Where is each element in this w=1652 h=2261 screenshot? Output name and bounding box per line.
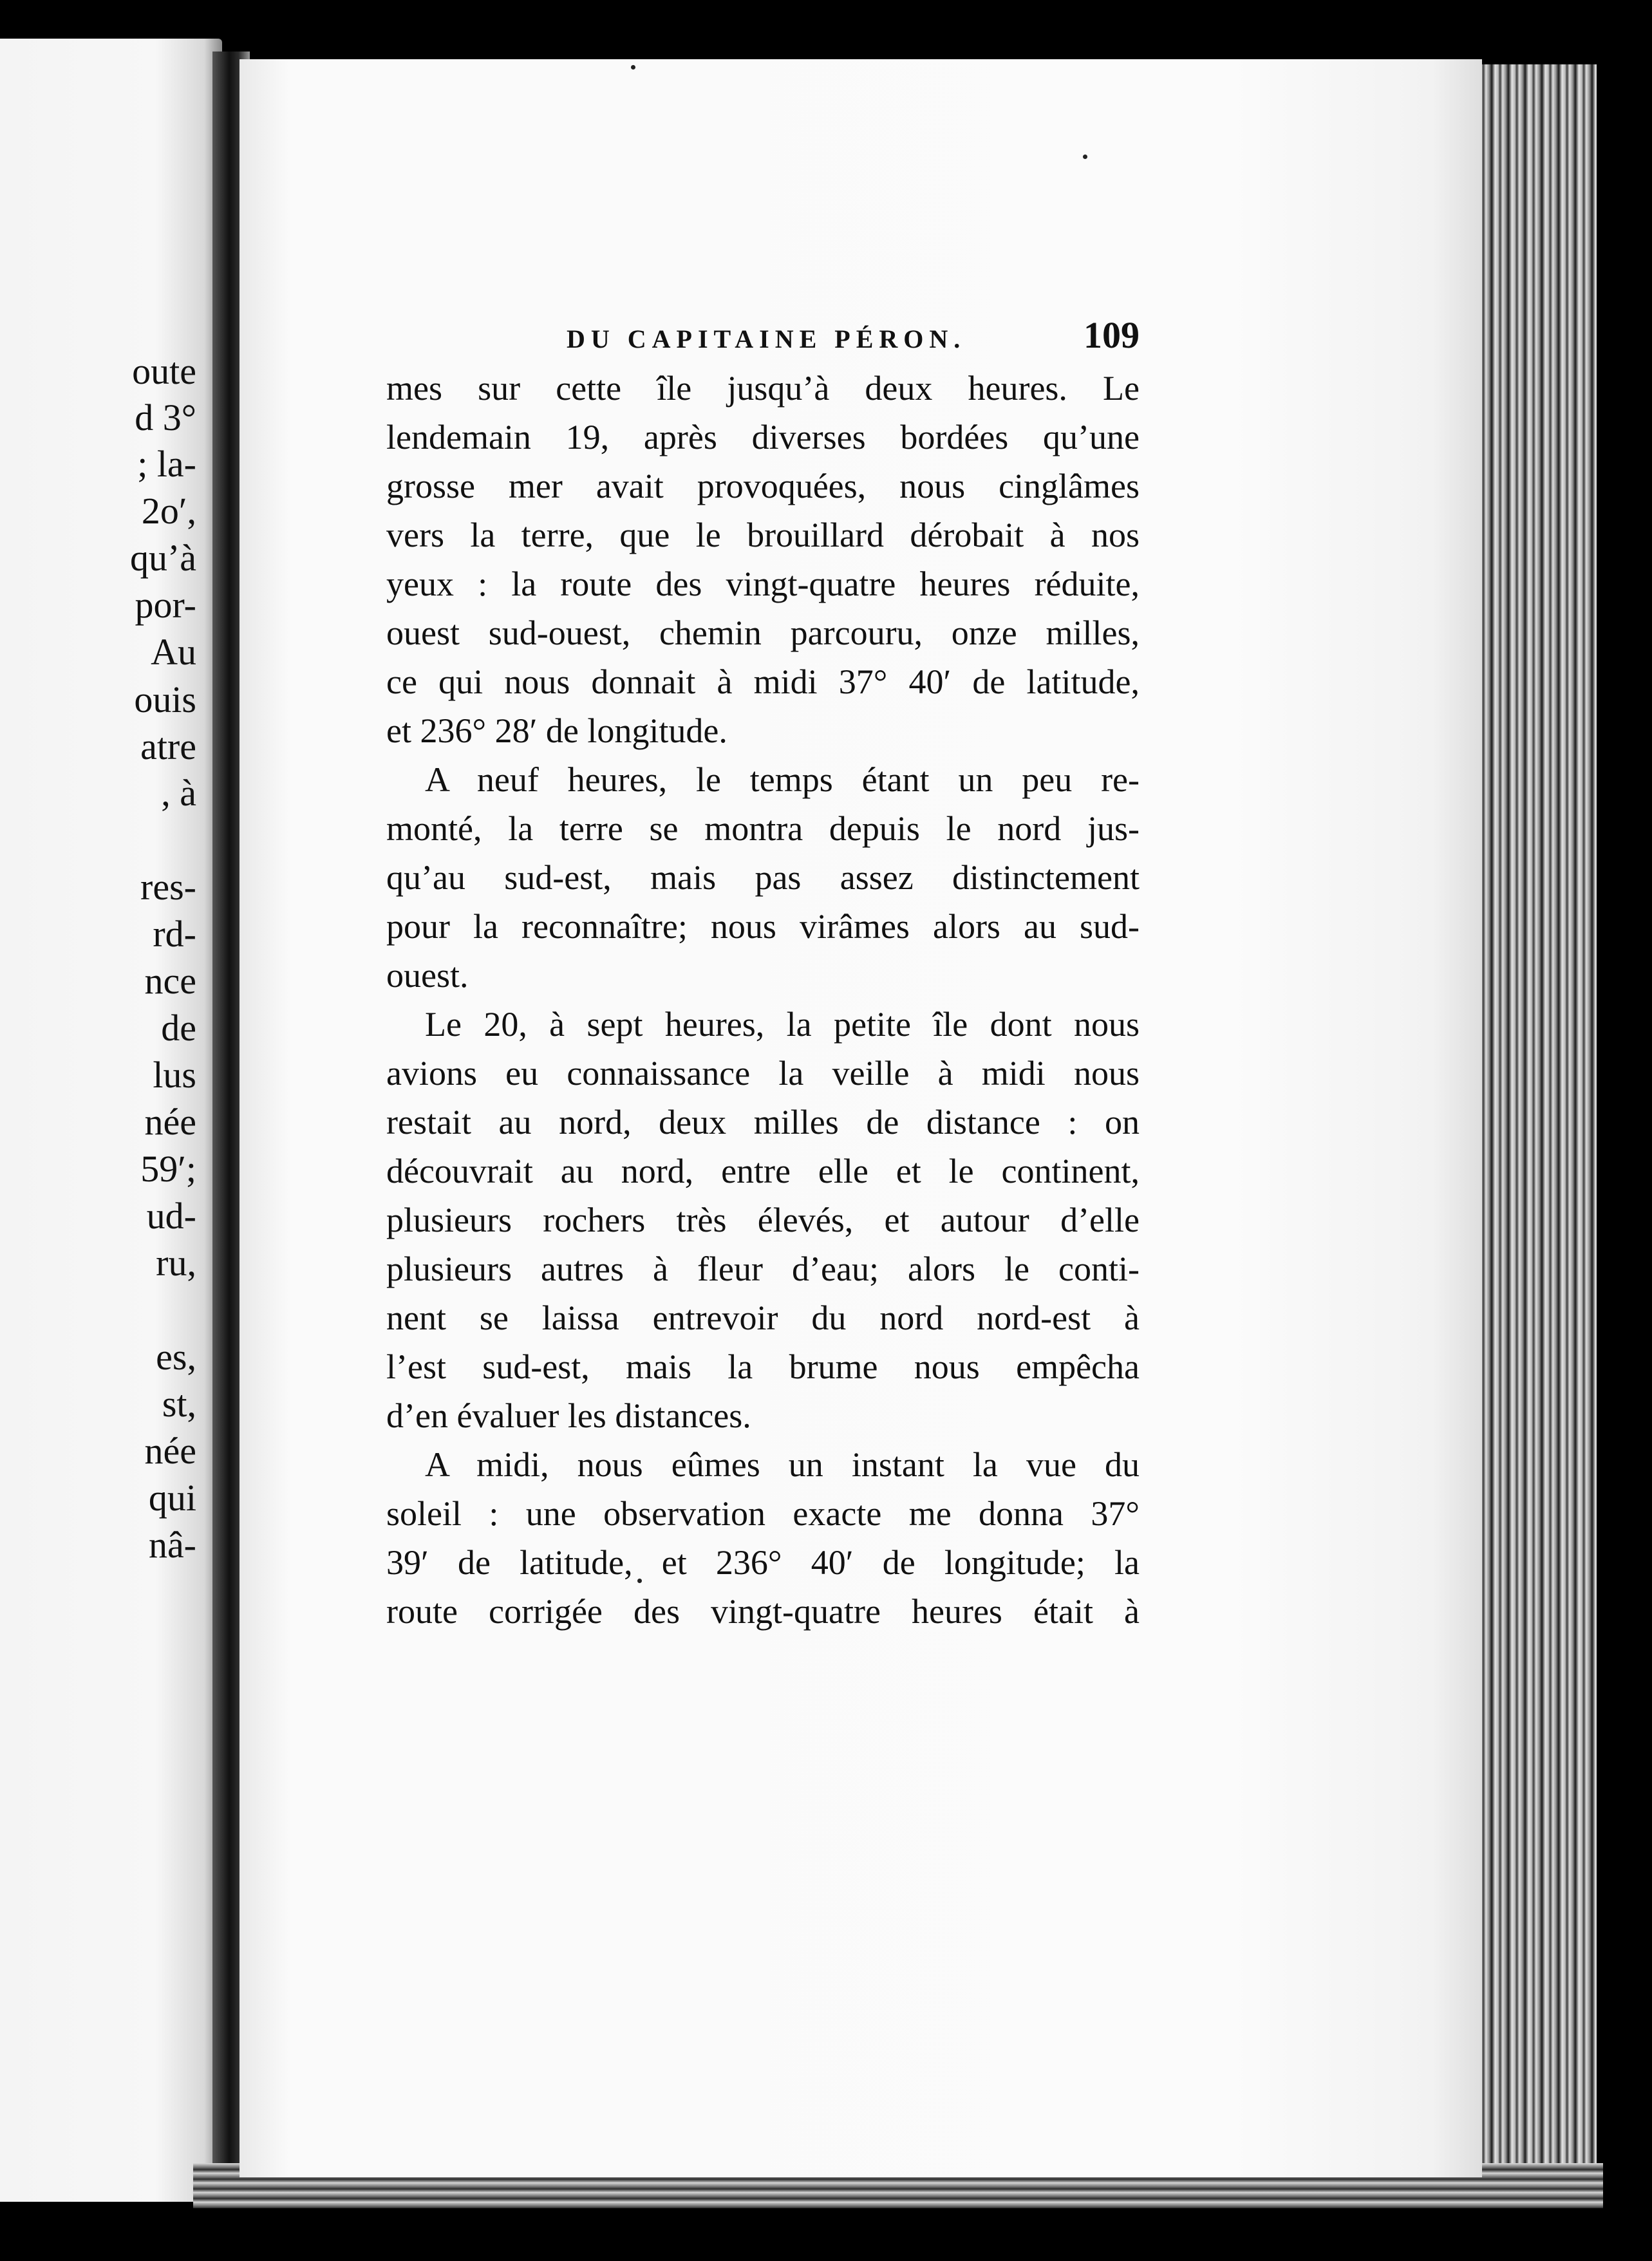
- text-line: lendemain 19, après diverses bordées qu’une: [386, 418, 1140, 456]
- left-page-fragment: qu’à: [129, 537, 196, 579]
- ink-speck: [1083, 155, 1087, 159]
- left-page-fragment: ; la-: [137, 443, 196, 485]
- left-page-fragment: de: [161, 1007, 196, 1049]
- text-line: nent se laissa entrevoir du nord nord-est à: [386, 1299, 1140, 1337]
- left-page-fragment: st,: [162, 1383, 196, 1425]
- page-number: 109: [1084, 314, 1140, 356]
- left-page-fragment: lus: [153, 1054, 196, 1096]
- left-page-fragment: rd-: [153, 913, 196, 955]
- text-line: ouest sud-ouest, chemin parcouru, onze milles,: [386, 614, 1140, 652]
- left-page-fragment: oute: [132, 350, 196, 392]
- text-line: soleil : une observation exacte me donna 37°: [386, 1494, 1140, 1533]
- left-page-fragment: née: [144, 1101, 196, 1143]
- text-line: 39′ de latitude, et 236° 40′ de longitude; la: [386, 1543, 1140, 1582]
- text-line: d’en évaluer les distances.: [386, 1396, 751, 1435]
- text-line: avions eu connaissance la veille à midi nous: [386, 1054, 1140, 1093]
- text-line: vers la terre, que le brouillard dérobait à nos: [386, 516, 1140, 554]
- left-page-fragment: nce: [144, 960, 196, 1002]
- text-line: et 236° 28′ de longitude.: [386, 711, 727, 750]
- text-line: A midi, nous eûmes un instant la vue du: [425, 1445, 1140, 1484]
- left-page-fragment: ru,: [156, 1242, 196, 1284]
- left-page-fragment: d 3°: [135, 397, 196, 438]
- left-page-fragment: ouis: [134, 679, 196, 720]
- text-line: ouest.: [386, 956, 469, 995]
- left-page-fragment: atre: [140, 726, 196, 767]
- left-page-fragment: qui: [148, 1477, 196, 1519]
- text-line: pour la reconnaître; nous virâmes alors au sud-: [386, 907, 1140, 946]
- text-line: route corrigée des vingt-quatre heures était à: [386, 1592, 1140, 1631]
- ink-speck: [631, 65, 635, 70]
- left-page-fragment: por-: [135, 584, 196, 626]
- running-head-title: DU CAPITAINE PÉRON.: [567, 324, 966, 353]
- text-line: qu’au sud-est, mais pas assez distinctement: [386, 858, 1140, 897]
- left-page-fragment: 59′;: [140, 1148, 196, 1190]
- text-line: plusieurs rochers très élevés, et autour d’elle: [386, 1201, 1140, 1239]
- text-line: l’est sud-est, mais la brume nous empêcha: [386, 1347, 1140, 1386]
- body-text: [386, 364, 1140, 1636]
- left-page-fragment: nâ-: [148, 1524, 196, 1566]
- left-page-fragment: res-: [140, 866, 196, 908]
- text-line: découvrait au nord, entre elle et le continent,: [386, 1152, 1140, 1190]
- left-page-fragment: Au: [151, 631, 196, 673]
- text-line: monté, la terre se montra depuis le nord jus-: [386, 809, 1140, 848]
- running-head: [567, 314, 1140, 359]
- left-page-fragment: 2o′,: [141, 490, 196, 532]
- text-line: Le 20, à sept heures, la petite île dont nous: [425, 1005, 1140, 1044]
- left-page-fragment: es,: [156, 1336, 196, 1378]
- text-line: grosse mer avait provoquées, nous cinglâmes: [386, 467, 1140, 505]
- left-page: [0, 39, 222, 2202]
- text-line: ce qui nous donnait à midi 37° 40′ de latitude,: [386, 662, 1140, 701]
- text-line: mes sur cette île jusqu’à deux heures. Le: [386, 369, 1140, 408]
- text-line: A neuf heures, le temps étant un peu re-: [425, 760, 1140, 799]
- left-page-fragment: ud-: [146, 1195, 196, 1237]
- text-line: yeux : la route des vingt-quatre heures réduite,: [386, 565, 1140, 603]
- left-page-fragment: , à: [161, 772, 196, 814]
- left-page-fragment: née: [144, 1430, 196, 1472]
- text-line: plusieurs autres à fleur d’eau; alors le conti-: [386, 1250, 1140, 1288]
- text-line: restait au nord, deux milles de distance : on: [386, 1103, 1140, 1141]
